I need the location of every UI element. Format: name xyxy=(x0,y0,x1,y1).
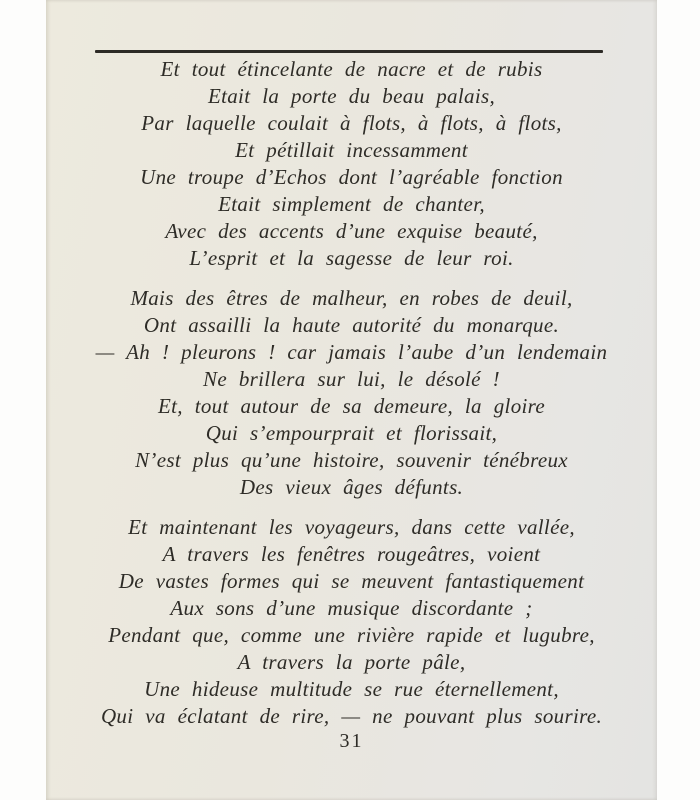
poem-line: Une troupe d’Echos dont l’agréable fonction xyxy=(140,165,563,189)
poem-line: Par laquelle coulait à flots, à flots, à flots, xyxy=(141,111,562,135)
poem-line: N’est plus qu’une histoire, souvenir ténébreux xyxy=(135,448,568,472)
stanza xyxy=(46,285,657,501)
poem-line: Ne brillera sur lui, le désolé ! xyxy=(203,367,500,391)
poem-line: Etait simplement de chanter, xyxy=(218,192,485,216)
poem-line: L’esprit et la sagesse de leur roi. xyxy=(189,246,514,270)
poem-line: Avec des accents d’une exquise beauté, xyxy=(165,219,538,243)
stanza xyxy=(46,56,657,272)
poem-line: Pendant que, comme une rivière rapide et lugubre, xyxy=(108,623,595,647)
poem-line: Qui va éclatant de rire, — ne pouvant plus sourire. xyxy=(100,704,603,728)
poem-line: Et tout étincelante de nacre et de rubis xyxy=(160,57,543,81)
poem-line: Et maintenant les voyageurs, dans cette vallée, xyxy=(128,515,575,539)
poem-line: Des vieux âges défunts. xyxy=(239,475,464,499)
poem-line: A travers les fenêtres rougeâtres, voient xyxy=(162,542,541,566)
poem-line: Ont assailli la haute autorité du monarque. xyxy=(143,313,560,337)
page-number: 31 xyxy=(339,730,364,752)
poem-line: Etait la porte du beau palais, xyxy=(207,84,496,108)
poem-line: Une hideuse multitude se rue éternellement, xyxy=(144,677,559,701)
header-rule xyxy=(95,50,603,53)
poem-line: De vastes formes qui se meuvent fantastiquement xyxy=(118,569,585,593)
poem-line: — Ah ! pleurons ! car jamais l’aube d’un lendemain xyxy=(95,340,608,364)
poem-line: Qui s’empourprait et florissait, xyxy=(205,421,498,445)
poem-line: A travers la porte pâle, xyxy=(237,650,466,674)
paper-sheet xyxy=(46,0,657,800)
poem-line: Et pétillait incessamment xyxy=(235,138,468,162)
stanza xyxy=(46,514,657,730)
poem-line: Et, tout autour de sa demeure, la gloire xyxy=(157,394,546,418)
poem xyxy=(46,56,657,730)
poem-line: Mais des êtres de malheur, en robes de deuil, xyxy=(130,286,573,310)
poem-line: Aux sons d’une musique discordante ; xyxy=(170,596,533,620)
